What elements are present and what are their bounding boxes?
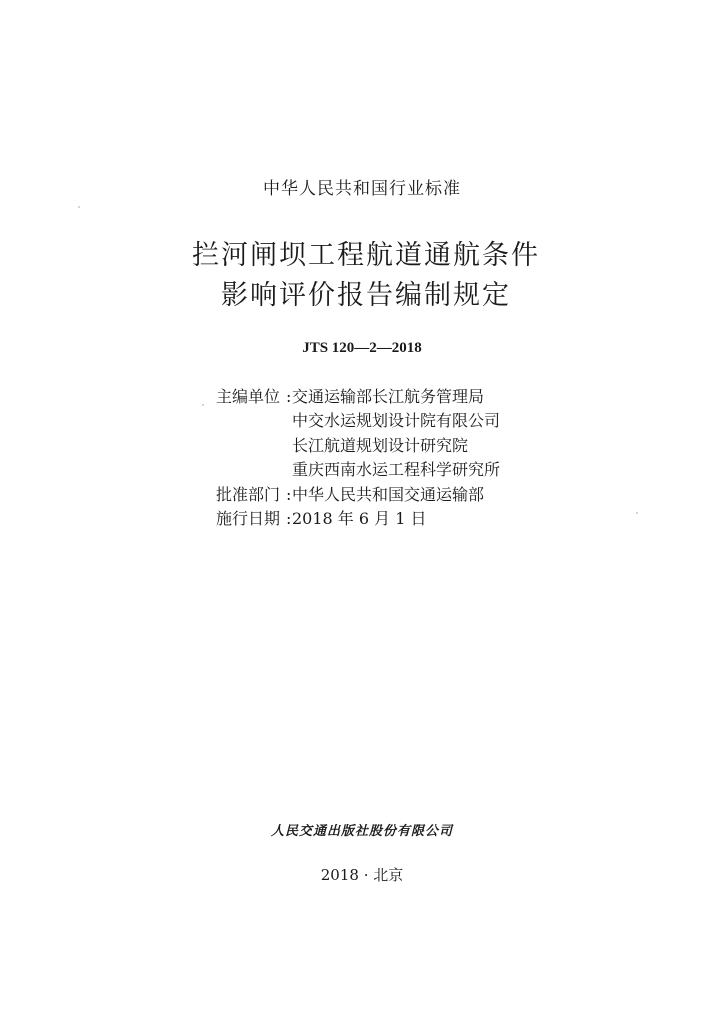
editor-row xyxy=(216,409,500,433)
standard-category: 中华人民共和国行业标准 xyxy=(263,179,461,199)
scan-speck xyxy=(636,512,638,514)
editor-row xyxy=(216,458,500,482)
publication-date: 2018 · 北京 xyxy=(320,866,404,884)
approver-name: 中华人民共和国交通运输部 xyxy=(292,484,485,504)
editor-label: 主编单位 xyxy=(216,387,281,406)
scan-speck xyxy=(202,404,204,406)
editor-name-1: 交通运输部长江航务管理局 xyxy=(292,387,485,406)
date-colon: : xyxy=(286,509,292,529)
date-row xyxy=(216,507,500,531)
effective-date-label: 施行日期 xyxy=(216,509,281,529)
approver-label: 批准部门 xyxy=(216,484,281,504)
standard-code: JTS 120—2—2018 xyxy=(302,340,422,356)
editor-name-4: 重庆西南水运工程科学研究所 xyxy=(292,460,501,480)
approver-colon: : xyxy=(286,484,292,504)
info-block xyxy=(216,385,500,531)
scan-speck xyxy=(78,206,80,208)
editor-name-2: 中交水运规划设计院有限公司 xyxy=(292,411,501,431)
document-title-line-1: 拦河闸坝工程航道通航条件 xyxy=(192,240,540,271)
editor-row xyxy=(216,385,500,409)
effective-date: 2018 年 6 月 1 日 xyxy=(292,509,427,529)
publisher-name: 人民交通出版社股份有限公司 xyxy=(270,824,453,839)
editor-row xyxy=(216,434,500,458)
document-title-line-2: 影响评价报告编制规定 xyxy=(221,280,511,311)
editor-colon: : xyxy=(286,387,292,406)
approver-row xyxy=(216,483,500,507)
editor-name-3: 长江航道规划设计研究院 xyxy=(292,435,469,455)
